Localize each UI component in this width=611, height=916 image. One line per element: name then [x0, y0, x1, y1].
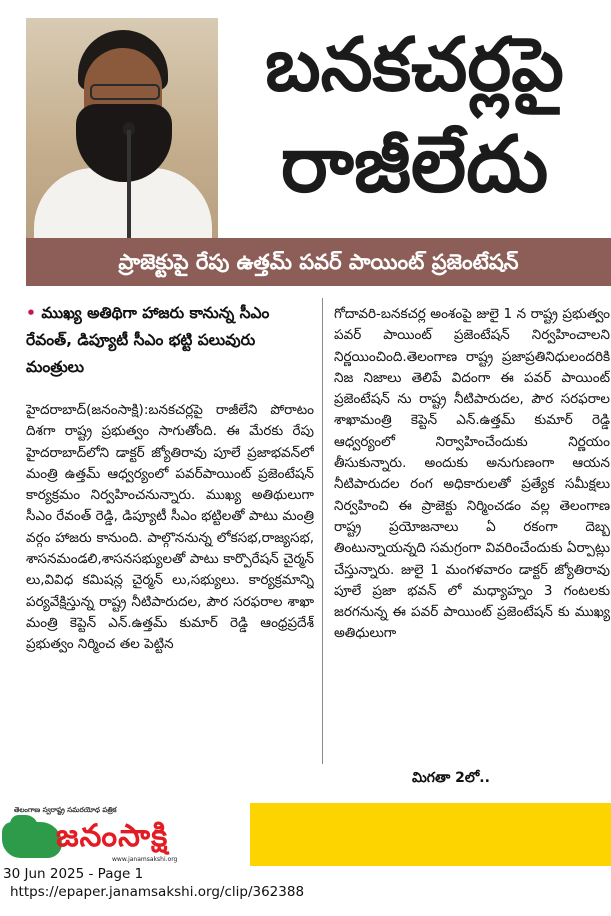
- bullet-icon: •: [26, 304, 36, 322]
- clip-url[interactable]: https://epaper.janamsakshi.org/clip/362388: [10, 884, 305, 900]
- lede-text: ముఖ్య అతిథిగా హాజరు కానున్న సీఎం రేవంత్, డిప్యూటీ సీఎం భట్టి పలువురు మంత్రులు: [26, 304, 270, 376]
- logo-brand: జనంసాక్షి: [56, 818, 169, 854]
- headline-line-2: రాజీలేదు: [280, 120, 549, 210]
- page-info: 30 Jun 2025 - Page 1: [3, 866, 144, 882]
- minister-photo: [26, 18, 218, 240]
- article-column-1: హైదరాబాద్(జనంసాక్షి):బనకచర్లపై రాజీలేని పోరాటం దిశగా రాష్ట్ర ప్రభుత్వం సాగుతోంది. ఈ మేరకు రేపు హైదరాబాద్‌లోని డాక్టర్ జ్యోతిరావు పూలే ప్రజాభవన్‌లో మంత్రి ఉత్తమ్ ఆధ్వర్యంలో పవర్‌పాయింట్ ప్రజెంటేషన్ కార్యక్రమం నిర్వహించనున్నారు. ముఖ్య అతిథులుగా సీఎం రేవంత్ రెడ్డి, డిప్యూటీ సీఎం భట్టిలతో పాటు మంత్రి వర్గం హాజరు కానుంది. పాల్గొననున్న లోకసభ,రాజ్యసభ, శాసనమండలి,శాసనసభ్యులతో పాటు కార్పొరేషన్ చైర్మన్ లు,వివిధ కమిషన్ల చైర్మన్ లు,సభ్యులు. కార్యక్రమాన్ని పర్యవేక్షిస్తున్న రాష్ట్ర నీటిపారుదల, పౌర సరఫరాల శాఖా మంత్రి కెప్టెన్ ఎన్.ఉత్తమ్ కుమార్ రెడ్డి ఆంధ్రప్రదేశ్ ప్రభుత్వం నిర్మించ తల పెట్టిన: [26, 402, 314, 653]
- logo-tagline: తెలంగాణ స్వరాష్ట్ర సమరయోధ పత్రిక: [14, 806, 117, 814]
- logo-website: www.janamsakshi.org: [112, 856, 178, 863]
- headline-line-1: బనకచర్లపై: [265, 22, 564, 108]
- telangana-map-shape: [2, 822, 62, 858]
- lede-block: [26, 300, 316, 381]
- continued-note: మిగతా 2లో..: [412, 770, 490, 786]
- article-column-2: గోదావరి-బనకచర్ల అంశంపై జులై 1 న రాష్ట్ర ప్రభుత్వం పవర్ పాయింట్ ప్రజెంటేషన్ నిర్వహించాలని నిర్ణయించింది.తెలంగాణ రాష్ట్ర ప్రజాప్రతినిధులందరికి నిజ నిజాలు తెలిపే విదంగా ఈ పవర్ పాయింట్ ప్రజెంటేషన్ ను రాష్ట్ర నీటిపారుదల, పౌర సరఫరాల శాఖామంత్రి కెప్టెన్ ఎన్.ఉత్తమ్ కుమార్ రెడ్డి ఆధ్వర్యంలో నిర్వాహించేందుకు నిర్ణయం తీసుకున్నారు. అందుకు అనుగుణంగా ఆయన నీటిపారుదల రంగ అధికారులతో ప్రత్యేక సమీక్షలు నిర్వహించి ఈ ప్రాజెక్టు నిర్మించడం వల్ల తెలంగాణ రాష్ట్ర ప్రయోజనాలు ఏ రకంగా దెబ్బ తింటున్నాయన్నది సమగ్రంగా వివరించేందుకు ఏర్పాట్లు చేస్తున్నారు. జులై 1 మంగళవారం డాక్టర్ జ్యోతిరావు పూలే ప్రజా భవన్ లో మధ్యాహ్నం 3 గంటలకు జరగనున్న ఈ పవర్ పాయింట్ ప్రజెంటేషన్ కు ముఖ్య అతిధులుగా: [334, 306, 610, 642]
- column-divider: [322, 298, 323, 764]
- subheadline-bar: ప్రాజెక్టుపై రేపు ఉత్తమ్ పవర్ పాయింట్ ప్రజెంటేషన్: [26, 238, 611, 286]
